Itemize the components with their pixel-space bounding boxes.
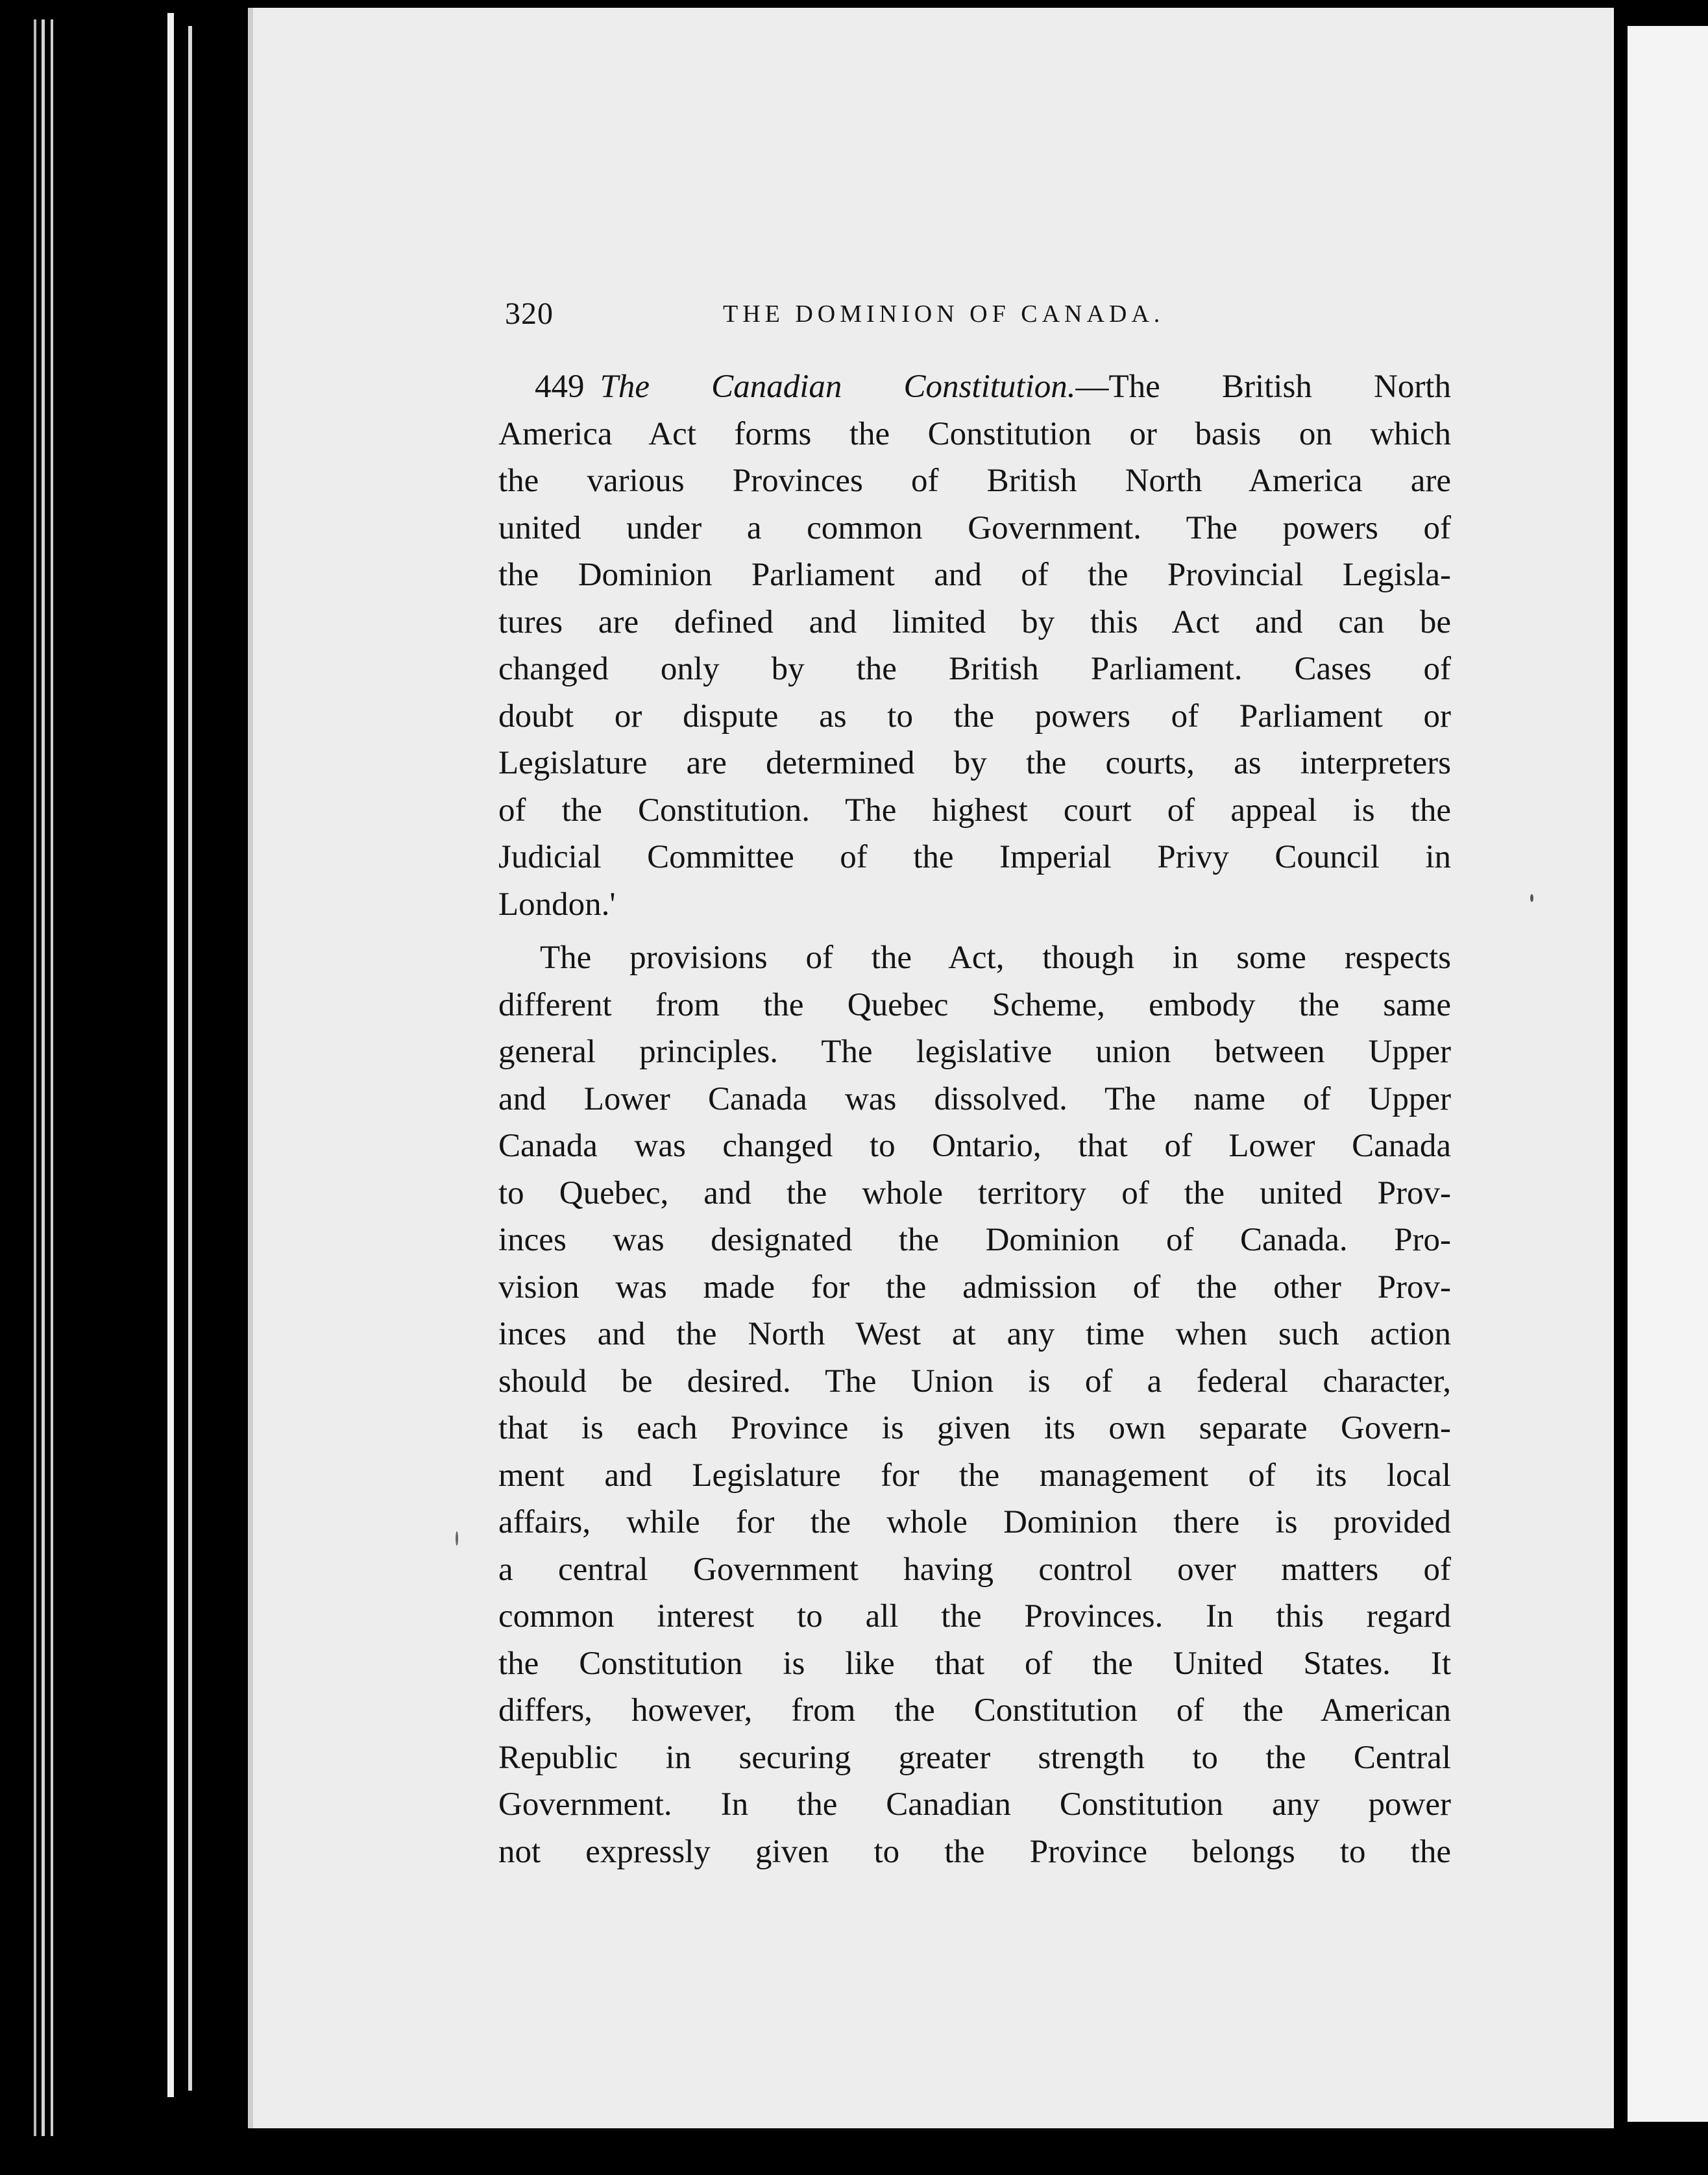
text-line: of the Constitution. The highest court of appeal is the — [498, 792, 1451, 829]
page-edge — [42, 19, 45, 2136]
text-line: to Quebec, and the whole territory of the united Prov- — [498, 1174, 1451, 1211]
page-number: 320 — [505, 297, 554, 331]
text-line: differs, however, from the Constitution of the American — [498, 1692, 1451, 1729]
text-line: ment and Legislature for the management of its local — [498, 1457, 1451, 1494]
text-line: common interest to all the Provinces. In this regard — [498, 1598, 1451, 1634]
text-line: Republic in securing greater strength to the Central — [498, 1739, 1451, 1776]
section-first-line-text: —The British North — [1075, 369, 1451, 405]
text-line: that is each Province is given its own separate Govern- — [498, 1410, 1451, 1446]
text-line: vision was made for the admission of the other Prov- — [498, 1269, 1451, 1306]
text-line: general principles. The legislative union between Upper — [498, 1034, 1451, 1070]
text-line: the Dominion Parliament and of the Provincial Legisla- — [498, 557, 1451, 593]
text-line: should be desired. The Union is of a federal character, — [498, 1363, 1451, 1400]
scan-speck — [1530, 894, 1533, 902]
facing-page-edge — [1628, 26, 1708, 2122]
page-edge — [34, 19, 36, 2136]
text-line: the Constitution is like that of the United States. It — [498, 1645, 1451, 1682]
text-line: America Act forms the Constitution or basis on which — [498, 415, 1451, 452]
text-line: Canada was changed to Ontario, that of Lower Canada — [498, 1128, 1451, 1164]
body-text — [498, 363, 1451, 1875]
section-heading-line — [498, 363, 1451, 411]
text-line: London.' — [498, 886, 616, 923]
text-line: tures are defined and limited by this Act and can be — [498, 603, 1451, 640]
page-edge — [51, 19, 53, 2136]
text-line: Government. In the Canadian Constitution any power — [498, 1786, 1451, 1823]
text-line: different from the Quebec Scheme, embody the same — [498, 986, 1451, 1023]
text-line: changed only by the British Parliament. Cases of — [498, 651, 1451, 687]
section-title: The Canadian Constitution. — [600, 369, 1076, 405]
scan-speck — [456, 1531, 458, 1546]
page-edge — [167, 13, 174, 2097]
section-number: 449 — [535, 369, 585, 405]
text-line: Legislature are determined by the courts, as interpreters — [498, 745, 1451, 781]
text-line: Judicial Committee of the Imperial Privy Council in — [498, 839, 1451, 875]
text-line: inces and the North West at any time when such action — [498, 1316, 1451, 1352]
text-line: a central Government having control over matters of — [498, 1551, 1451, 1588]
text-line: inces was designated the Dominion of Canada. Pro- — [498, 1222, 1451, 1258]
page-edge — [188, 26, 192, 2091]
text-line: The provisions of the Act, though in some respects — [540, 940, 1451, 976]
text-line: doubt or dispute as to the powers of Parliament or — [498, 698, 1451, 735]
running-head — [505, 296, 1232, 335]
text-line: united under a common Government. The powers of — [498, 509, 1451, 546]
text-line: the various Provinces of British North America are — [498, 463, 1451, 499]
text-line: and Lower Canada was dissolved. The name of Upper — [498, 1080, 1451, 1117]
running-title: THE DOMINION OF CANADA. — [723, 300, 1165, 328]
text-line: affairs, while for the whole Dominion there is provided — [498, 1504, 1451, 1540]
text-line: not expressly given to the Province belongs to the — [498, 1833, 1451, 1870]
